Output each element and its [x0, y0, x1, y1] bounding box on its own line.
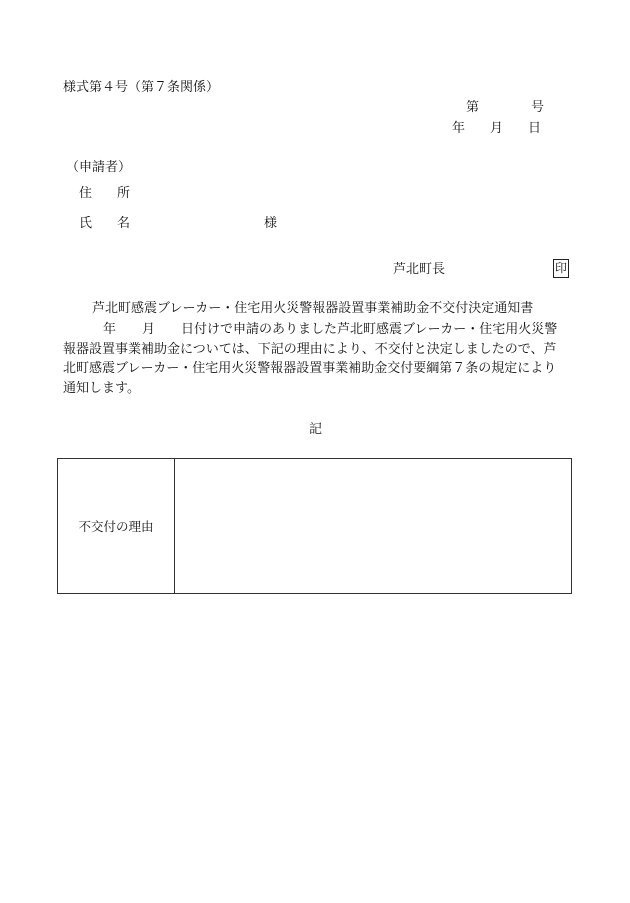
notice-body	[63, 320, 575, 398]
document-date	[452, 121, 541, 137]
document-number	[466, 100, 544, 116]
address-label-1: 住	[79, 186, 93, 201]
applicant-heading: （申請者）	[66, 160, 132, 175]
address-label	[79, 186, 130, 202]
body-month: 月	[142, 322, 156, 337]
date-year: 年	[452, 121, 466, 136]
ki-heading: 記	[309, 422, 323, 437]
date-month: 月	[490, 121, 504, 136]
honorific: 様	[264, 216, 278, 231]
seal-mark: 印	[553, 259, 569, 278]
form-number: 様式第４号（第７条関係）	[63, 80, 220, 95]
table-row	[58, 459, 572, 594]
reason-table	[57, 458, 572, 594]
notice-title: 芦北町感震ブレーカー・住宅用火災警報器設置事業補助金不交付決定通知書	[92, 301, 534, 316]
reason-label: 不交付の理由	[58, 459, 175, 594]
doc-no-prefix: 第	[466, 100, 480, 115]
name-label	[79, 216, 130, 232]
notice-line-1	[63, 320, 575, 340]
notice-line-4: 通知します。	[63, 380, 140, 396]
name-label-1: 氏	[79, 216, 93, 231]
body-line1-rest: 日付けで申請のありました芦北町感震ブレーカー・住宅用火災警	[181, 322, 558, 337]
date-day: 日	[528, 121, 542, 136]
address-label-2: 所	[117, 186, 131, 201]
body-year: 年	[103, 322, 117, 337]
notice-line-3: 北町感震ブレーカー・住宅用火災警報器設置事業補助金交付要綱第７条の規定により	[63, 361, 557, 376]
doc-no-suffix: 号	[531, 100, 545, 115]
notice-line-2: 報器設置事業補助金については、下記の理由により、不交付と決定しましたので、芦	[63, 341, 557, 357]
name-label-2: 名	[117, 216, 131, 231]
reason-value[interactable]	[175, 459, 572, 594]
issuer-mayor: 芦北町長	[393, 262, 446, 277]
